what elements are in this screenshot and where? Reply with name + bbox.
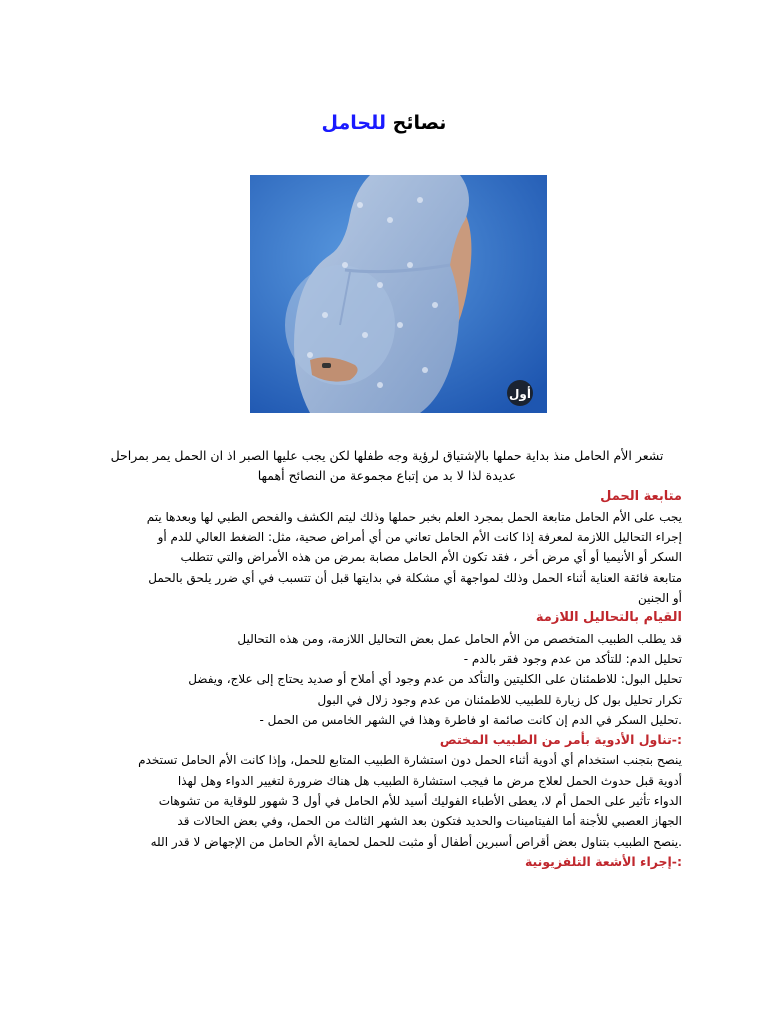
section-line: .ينصح الطبيب بتناول بعض أقراص أسبرين أطفال أو مثبت للحمل لحماية الأم الحامل من الإجهاض لا قدر الله	[150, 834, 682, 849]
section-line: تحليل الدم: للتأكد من عدم وجود فقر بالدم -	[463, 651, 682, 666]
section-heading-medication: :-تناول الأدوية بأمر من الطبيب المختص	[439, 732, 682, 748]
section-line: تحليل البول: للاطمئنان على الكليتين والتأكد من عدم وجود أي أملاح أو صديد يحتاج إلى علاج، ويفضل	[188, 672, 682, 687]
section-line: يجب على الأم الحامل متابعة الحمل بمجرد العلم بخبر حملها وذلك ليتم الكشف والفحص الطبي لها وبعدها يتم	[146, 509, 682, 524]
section-line: .تحليل السكر في الدم إن كانت صائمة او فاطرة وهذا في الشهر الخامس من الحمل -	[259, 712, 682, 727]
page-title	[0, 112, 768, 134]
pregnant-woman-photo	[250, 175, 547, 413]
section-line: متابعة فائقة العناية أثناء الحمل وذلك لمواجهة أي مشكلة في بدايتها قبل أن تتسبب في أي ضرر يلحق بالحمل	[148, 570, 682, 585]
section-line: تكرار تحليل بول كل زيارة للطبيب للاطمئنان من عدم وجود زلال في البول	[317, 692, 682, 707]
section-line: إجراء التحاليل اللازمة لمعرفة إذا كانت الأم الحامل تعاني من أي أمراض صحية، مثل: الضغط العالي للدم أو	[157, 530, 682, 545]
section-heading-ultrasound: :-إجراء الأشعة التلفزيونية	[524, 853, 682, 869]
section-line: السكر أو الأنيميا أو أي مرض أخر ، فقد تكون الأم الحامل مصابة بمرض من هذه الأمراض والتي تتطلب	[180, 550, 682, 565]
section-line: أدوية قبل حدوث الحمل لعلاج مرض ما فيجب استشارة الطبيب هل هناك ضرورة لتغيير الدواء وهل لهذا	[177, 773, 682, 788]
section-heading-tests: القيام بالتحاليل اللازمة	[535, 610, 682, 626]
section-line: أو الجنين	[637, 591, 682, 606]
intro-line-1: تشعر الأم الحامل منذ بداية حملها بالإشتياق لرؤية وجه طفلها لكن يجب عليها الصبر اذ ان الحمل يمر بمراحل	[110, 448, 664, 463]
section-line: ينصح بتجنب استخدام أي أدوية أثناء الحمل دون استشارة الطبيب المتابع للحمل، وإذا كانت الأم الحامل تستخدم	[138, 753, 682, 768]
article-body	[92, 446, 682, 872]
title-part-1: نصائح	[392, 112, 447, 134]
title-part-2: للحامل	[321, 112, 386, 134]
intro-line-2: عديدة لذا لا بد من إتباع مجموعة من النصائح أهمها	[257, 468, 517, 484]
watermark-logo: أول	[509, 387, 531, 401]
section-line: الجهاز العصبي للأجنة أما الفيتامينات والحديد فتكون بعد الشهر الثالث من الحمل، وفي بعض الحالات قد	[177, 814, 682, 829]
section-line: الدواء تأثير على الحمل أم لا، يعطى الأطباء الفوليك أسيد للأم الحامل في أول 3 شهور للوقاية من تشوهات	[158, 794, 682, 809]
section-heading-followup: متابعة الحمل	[600, 488, 682, 504]
section-line: قد يطلب الطبيب المتخصص من الأم الحامل عمل بعض التحاليل اللازمة، ومن هذه التحاليل	[237, 631, 682, 646]
